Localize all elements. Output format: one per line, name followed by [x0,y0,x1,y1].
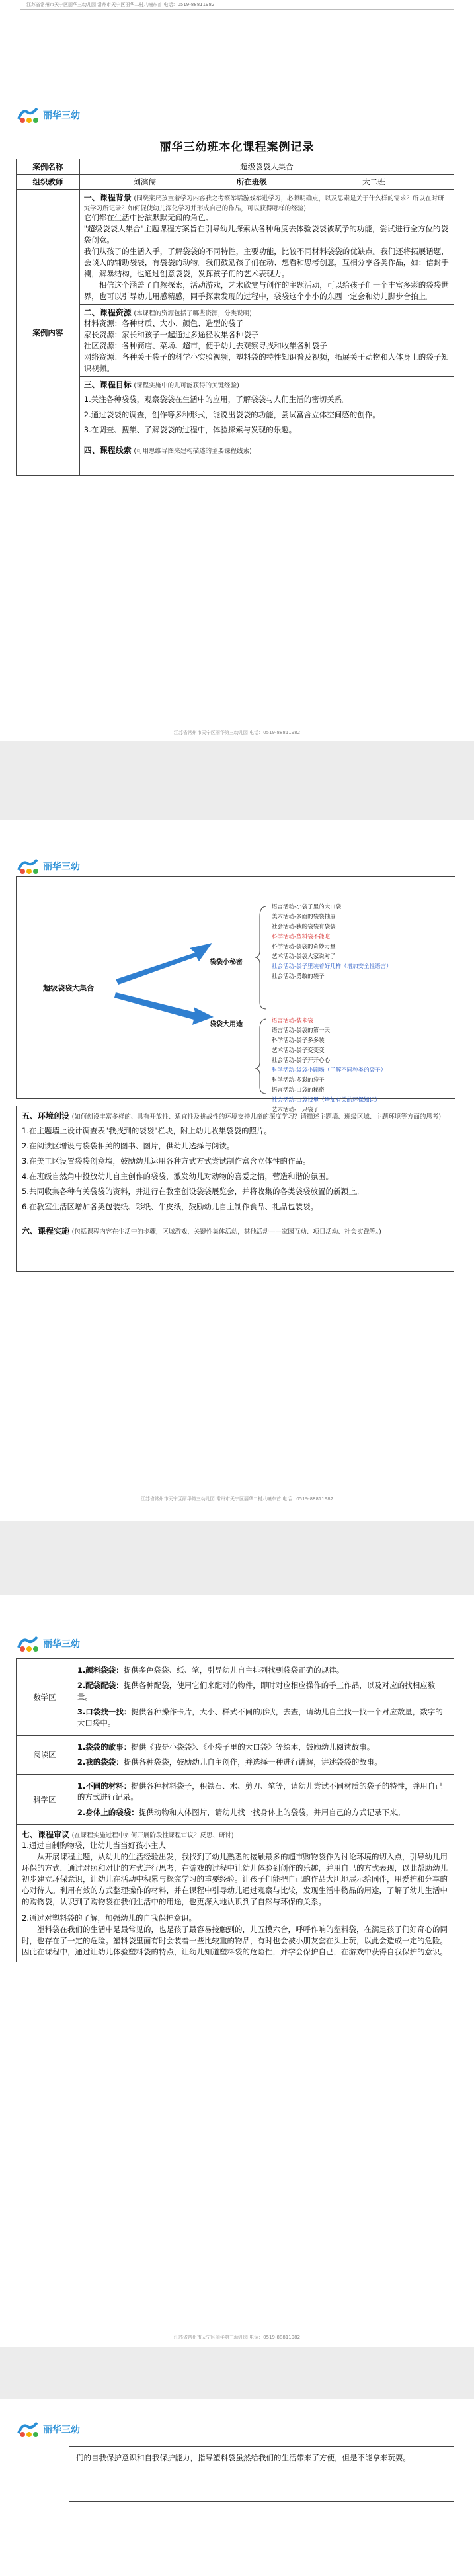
mindmap-leaf: 语言活动-口袋的秘密 [272,1087,325,1094]
mindmap-leaf: 美术活动-多面的袋袋抽屉 [272,914,336,920]
area-item-title: 2.身体上的袋袋： [77,1808,139,1817]
mindmap-leaf: 社会活动-袋子开开心心 [272,1057,331,1064]
mindmap-root: 超级袋袋大集合 [43,984,94,992]
mindmap-branch-1: 袋袋小秘密 [210,959,243,966]
goals-section [79,377,454,442]
environment-item: 2.在阅读区增设与袋袋相关的图书、图片，供幼儿选择与阅读。 [22,1141,235,1150]
area-item-title: 1.袋袋的故事： [77,1742,132,1751]
logo-text: 丽华三幼 [43,110,80,121]
area-item-text: 提供各种操作卡片，大小、样式不同的形状，去查，请幼儿自主找一找一个对应数量，数字的大口袋中。 [77,1707,443,1728]
resources-note: (本课程的资源包括了哪些资源，分类说明) [134,310,252,317]
environment-item: 6.在教室生活区增加各类包装纸、彩纸、牛皮纸，鼓励幼儿自主制作食品、礼品包装袋。 [22,1202,318,1211]
mindmap-leaf: 科学活动-袋袋的奇妙力量 [272,944,336,950]
mindmap-leaf: 语言活动-小袋子里的大口袋 [272,904,342,910]
resources-section [79,305,454,377]
resource-item: 网络资源：各种关于袋子的科学小实验视频，塑料袋的特性知识普及视频，拓展关于动物和人体身上的袋子知识视频。 [83,352,449,373]
origin-para-2: "超级袋袋大集合"主题课程方案旨在引导幼儿探索从各种角度去体验袋袋被赋予的功能，尝试进行全方位的袋袋创意。 [83,224,448,245]
mindmap-leaf: 科学活动-塑料袋不能吃 [272,934,331,940]
mindmap-leaf: 艺术活动-一只袋子 [272,1107,319,1113]
origin-para-1: 它们都在生活中扮演默默无闻的角色。 [83,213,214,222]
mindmap-leaf: 语言活动-袋袋的第一天 [272,1027,331,1034]
logo-text: 丽华三幼 [43,1639,80,1650]
environment-item: 3.在美工区设置袋袋创意墙，鼓励幼儿运用各种方式方式尝试制作富含立体性的作品。 [22,1156,311,1166]
area-item-title: 1.颜料袋袋： [77,1666,124,1675]
mindmap-leaf: 艺术活动-袋子变变变 [272,1047,325,1054]
reflection-note: (在课程实施过程中如何开展阶段性课程审议？反思、研讨) [71,1832,234,1839]
origin-section [79,190,454,305]
area-math-label: 数学区 [17,1659,73,1736]
mindmap-leaf: 语言活动-装米袋 [272,1018,313,1024]
area-item-text: 提供动物和人体图片，请幼儿找一找身体上的袋袋，并用自己的方式记录下来。 [138,1808,405,1817]
mindmap-leaf: 社会活动-袋子里装着好几样（增加安全性语言） [272,963,392,970]
area-item-title: 1.不同的材料： [77,1781,132,1791]
mindmap-branch-2: 袋袋大用途 [210,1021,243,1028]
mindmap-leaf: 科学活动-袋子多多装 [272,1037,325,1044]
reflection-continued [69,2447,454,2502]
reflection-continued-text: 们的自我保护意识和自我保护能力，指导塑料袋虽然给我们的生活带来了方便，但是不能拿来玩耍。 [76,2453,411,2462]
area-science-items [73,1775,454,1825]
page-header: 江苏省常州市天宁区丽华三幼儿园 常州市天宁区丽华二村八幢东首 电话：0519-88811982 [26,2,215,7]
clues-heading: 四、课程线索 [83,446,132,455]
goal-item: 3.在调查、搜集、了解袋袋的过程中，体验探索与发现的乐趣。 [83,425,297,434]
logo-mark-icon [16,106,40,124]
mindmap-leaf: 艺术活动-袋袋大家说对了 [272,953,336,960]
environment-item: 4.在班级自然角中投放幼儿自主创作的袋袋，激发幼儿对动物的喜爱之情，营造和谐的氛围。 [22,1172,333,1181]
logo-mark-icon [16,857,40,875]
origin-heading: 一、课程背景 [83,193,132,202]
school-logo [16,1634,80,1653]
page-footer: 江苏省常州市天宁区丽华第三幼儿园 电话：0519-88811982 [173,2335,301,2340]
logo-mark-icon [16,2420,40,2438]
clues-note: (可用思维导图来建构描述的主要课程线索) [134,448,252,455]
logo-mark-icon [16,1634,40,1653]
teacher-label: 组织教师 [17,175,80,190]
class-label: 所在班级 [210,175,294,189]
case-content-label: 案例内容 [17,190,80,476]
goals-heading: 三、课程目标 [83,380,132,389]
activities-heading: 六、课程实施 [22,1227,70,1236]
resources-heading: 二、课程资源 [83,308,132,317]
goals-note: (课程实施中的儿可能获得的关键经验) [134,382,239,389]
school-logo [16,857,80,875]
area-item-text: 提供多色袋袋、纸、笔，引导幼儿自主排列找到袋袋正确的规律。 [123,1666,344,1675]
case-name-value: 超级袋袋大集合 [79,159,454,175]
activities-section [17,1221,454,1272]
areas-table [16,1658,454,1962]
area-item-text: 提供各种材料袋子，积铁石、水、剪刀、笔等，请幼儿尝试不同材质的袋子的特性，并用自己的方式进行记录。 [77,1781,443,1802]
reflection-para: 1.通过自制购物袋，让幼儿当当好孩小主人 [22,1841,166,1850]
document-title: 丽华三幼班本化课程案例记录 [159,141,315,154]
page-footer-phone [0,1504,474,1509]
logo-text: 丽华三幼 [43,2425,80,2435]
mindmap-leaf: 社会活动-口袋找里（增加有关的环保知识） [272,1097,381,1104]
area-reading-label: 阅读区 [17,1736,73,1775]
header-divider [20,9,454,10]
area-science-label: 科学区 [17,1775,73,1825]
page-1 [0,0,474,741]
class-value: 大二班 [362,177,385,186]
mindmap-leaf: 社会活动-勇敢的袋子 [272,973,325,980]
case-name-label: 案例名称 [17,159,80,175]
reflection-para: 2.通过对塑料袋的了解，加强幼儿的自我保护意识。 [22,1913,196,1923]
goal-item: 1.关注各种袋袋，观察袋袋在生活中的应用，了解袋袋与人们生活的密切关系。 [83,395,350,404]
reflection-para: 从开展课程主题，从幼儿的生活经验出发，我找到了幼儿熟悉的接触最多的超市购物袋作为讨论环境的切入点，引导幼儿用环保的方式，通过对照和对比的方式进行思考，在游戏的过程中让幼儿体验到创作的乐趣，并用自己的方式表现，以此帮助幼儿初步建立环保意识，让幼儿在活动中积累与探究学习的重要经验。让孩子们能把自己的作品大胆地展示给同伴，用爱护和分享的心对待人。利用有效的方式整理操作的材料，并在课程中引导幼儿通过观察与比较，发现生活中物品的用途，了解了幼儿生活中的购物袋，认识到了购物袋在我们生活中的用途，也更深入地认识到了自然与环保的关系。 [22,1852,448,1906]
area-item-text: 提供各种配袋，使用它们来配对的物件，即时对应相应操作的手工作品，以及对应的找相应数量。 [77,1681,436,1701]
environment-item: 1.在主题墙上设计调查表"我找到的袋袋"栏块，附上幼儿收集袋袋的照片。 [22,1126,272,1135]
page-3 [0,1595,474,2347]
page-2 [0,820,474,1521]
school-logo [16,2420,80,2438]
teacher-value: 刘滨儒 [80,175,210,189]
school-logo [16,106,80,124]
case-record-table [16,159,454,476]
resource-item: 社区资源：各种商店、菜场、超市，便于幼儿去观察寻找和收集各种袋子 [83,341,327,350]
page-4 [0,2399,474,2576]
clues-section [79,442,454,476]
continuation-table [69,2446,454,2502]
origin-note: (围绕案尺孩童着学习内容我之考察举话游戏举进学习，必须明确点，以及思素是关于什么样的需求？所以在时研究学习所记录？如何促使幼儿深化学习并形成自己的作品，可以获得哪样的经验) [83,195,444,212]
goal-item: 2.通过袋袋的调查，创作等多种形式，能说出袋袋的功能，尝试富含立体空间感的创作。 [83,410,380,419]
environment-note: (如何创设丰富多样的、具有开放性、适宜性及挑战性的环境支持儿童的深度学习？请描述主题墙、班级区域、主题环境等方面的思考) [71,1113,442,1121]
area-item-title: 2.我的袋袋： [77,1757,124,1767]
mindmap-leaf: 科学活动-袋袋小剧场（了解不同种类的袋子） [272,1067,387,1074]
area-item-title: 2.配袋配袋： [77,1681,124,1690]
environment-heading: 五、环境创设 [22,1111,70,1121]
logo-text: 丽华三幼 [43,862,80,872]
area-item-text: 提供《我是小袋袋》、《小袋子里的大口袋》等绘本，鼓励幼儿阅读故事。 [131,1742,375,1751]
area-item-title: 3.口袋找一找： [77,1707,132,1716]
origin-para-4: 相信这个涵盖了自然探索，活动游戏，艺术欣赏与创作的主题活动，可以给孩子们一个丰富多彩的袋袋世界，也可以引导幼儿用感精感，同手探索发现的过程中，袋袋这个小小的东西一定会和幼儿脚步合拍上。 [83,280,449,301]
environment-item: 5.共同收集各种有关袋袋的资料，并进行在教室创设袋袋展览会，并将收集的各类袋袋放置的新颖上。 [22,1187,364,1196]
area-item-text: 提供各种袋袋，鼓励幼儿自主创作，并选择一种进行讲解，讲述袋袋的故事。 [123,1757,382,1767]
activities-note: (包括课程内容在生活中的步骤，区域游戏，关键性集体活动，其他活动——家园互动、项目活动、社会实践等。) [71,1228,381,1236]
page-footer: 江苏省常州市天宁区丽华第三幼儿园 电话：0519-88811982 [173,730,301,735]
environment-section [17,1106,454,1221]
area-math-items [73,1659,454,1736]
reflection-section [17,1825,454,1962]
environment-table [16,1106,454,1272]
resource-item: 家长资源：家长和孩子一起通过多途径收集各种袋子 [83,330,259,339]
mindmap-frame [16,876,455,1113]
page-footer: 江苏省常州市天宁区丽华第三幼儿园 常州市天宁区丽华二村八幢东首 电话：0519-88811982 [140,1496,334,1502]
reflection-para: 塑料袋在我们的生活中是最常见的，也是孩子最容易接触到的，儿五摸六合，呼呼作响的塑料袋，在满足孩子们好奇心的同时，也存在了一定的危险。塑料袋里面有时会装着一些比较重的物品，有时也会被小朋友套在头上玩，以此会造成一定的危险。因此在课程中，通过让幼儿体验塑料袋的特点，让幼儿知道塑料袋的危险性，并学会保护自己，在游戏中获得自我保护的意识。 [22,1925,448,1956]
resource-item: 材料资源：各种材质、大小、颜色、造型的袋子 [83,319,244,328]
area-reading-items [73,1736,454,1775]
reflection-heading: 七、课程审议 [22,1830,70,1839]
origin-para-3: 我们从孩子的生活入手，了解袋袋的不同特性，主要功能，比较不同材料袋袋的优缺点。我们还将拓展话题，会谈大的辅助袋袋，有袋袋的动物。我们鼓励孩子们在动、想看和思考创意，互相分享各类作品，如：信封手襴，解暴结构，也通过创意袋袋，发挥孩子们的艺术表现力。 [83,247,449,278]
mindmap-leaf: 社会活动-我的袋袋有袋袋 [272,924,336,930]
mindmap-leaf: 科学活动-多彩的袋子 [272,1077,325,1084]
